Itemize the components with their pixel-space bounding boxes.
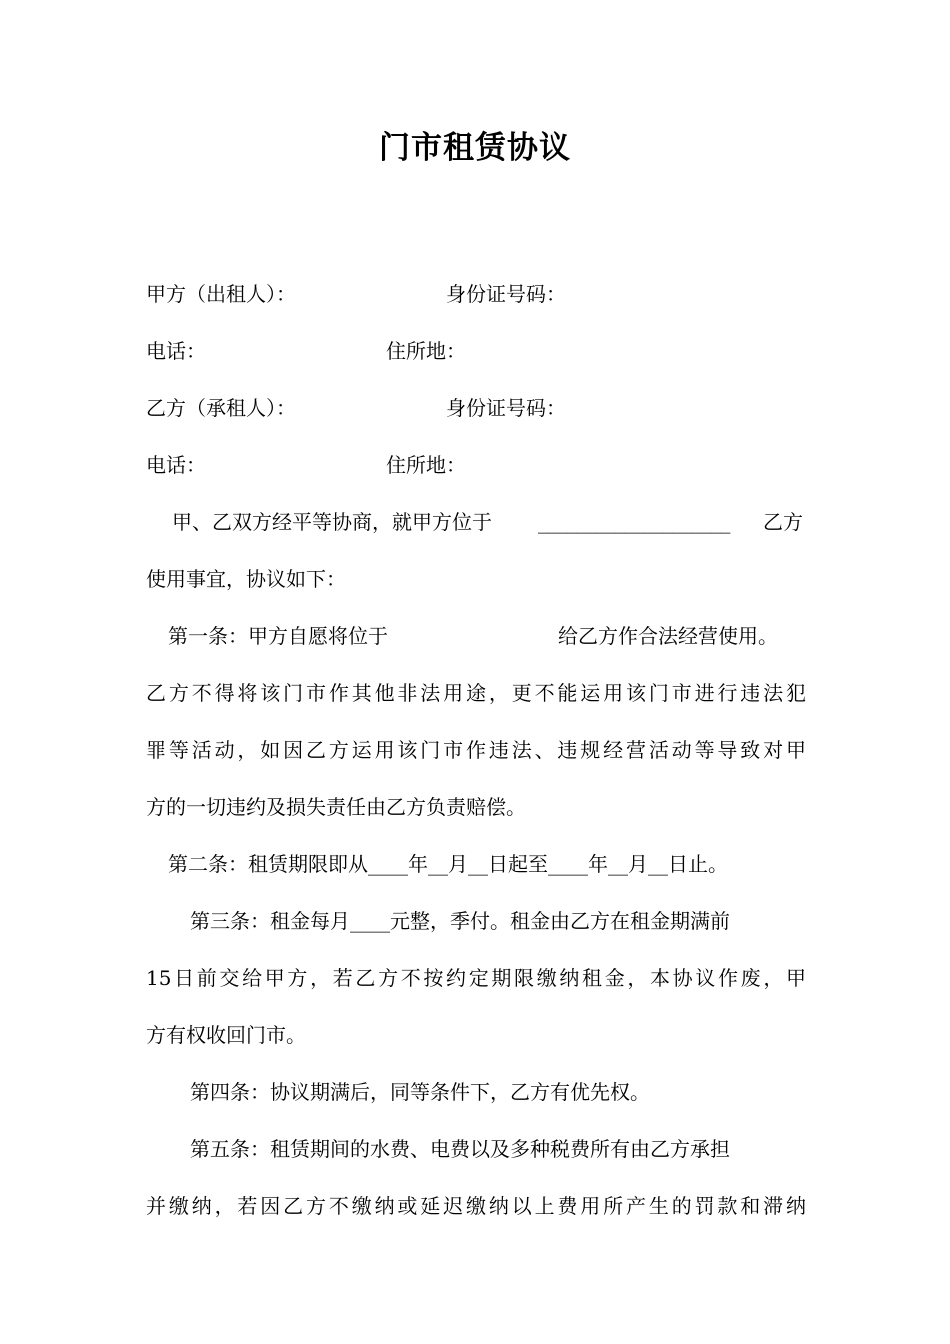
article-5-line1: 第五条：租赁期间的水费、电费以及多种税费所有由乙方承担 [190,1137,730,1161]
intro-line2: 使用事宜，协议如下： [146,567,346,591]
article-4-line1: 第四条：协议期满后，同等条件下，乙方有优先权。 [190,1080,650,1104]
party-b-phone-label: 电话： [146,453,206,477]
article-1-line3: 罪等活动，如因乙方运用该门市作违法、违规经营活动等导致对甲 [146,738,806,762]
document-title: 门市租赁协议 [379,130,571,166]
article-2-line1: 第二条：租赁期限即从____年__月__日起至____年__月__日止。 [168,852,728,876]
party-b-address-label: 住所地： [386,453,466,477]
party-b-label: 乙方（承租人）： [146,396,296,420]
party-a-label: 甲方（出租人）： [146,282,296,306]
article-5-line2: 并缴纳，若因乙方不缴纳或延迟缴纳以上费用所产生的罚款和滞纳 [146,1194,806,1218]
party-a-phone-label: 电话： [146,339,206,363]
article-3-line2: 15日前交给甲方，若乙方不按约定期限缴纳租金，本协议作废，甲 [146,966,806,990]
article-3-line3: 方有权收回门市。 [146,1023,306,1047]
article-1-line2: 乙方不得将该门市作其他非法用途，更不能运用该门市进行违法犯 [146,681,806,705]
intro-line1-start: 甲、乙双方经平等协商，就甲方位于 [172,510,492,534]
article-1-line1-start: 第一条：甲方自愿将位于 [168,624,388,648]
party-b-id-label: 身份证号码： [446,396,566,420]
article-3-line1: 第三条：租金每月____元整，季付。租金由乙方在租金期满前 [190,909,730,933]
party-a-id-label: 身份证号码： [446,282,566,306]
party-a-address-label: 住所地： [386,339,466,363]
article-1-line4: 方的一切违约及损失责任由乙方负责赔偿。 [146,795,526,819]
intro-line1-end: 乙方 [763,510,803,534]
intro-blank: ____________________ [538,510,731,534]
article-1-line1-end: 给乙方作合法经营使用。 [558,624,778,648]
